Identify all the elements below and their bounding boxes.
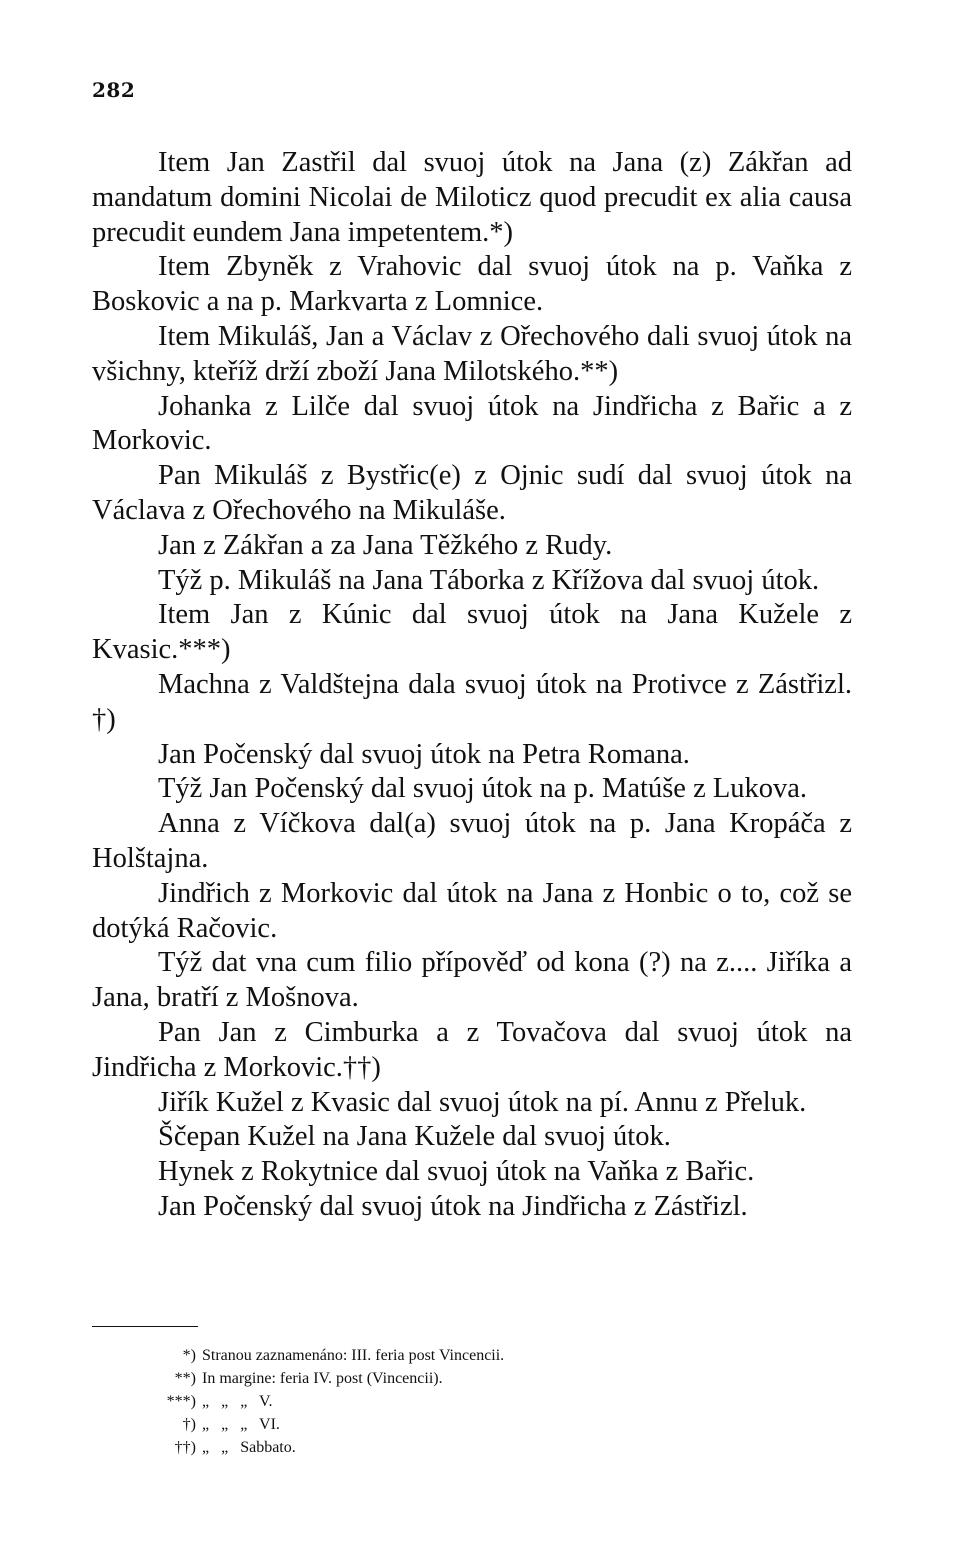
entry-paragraph: Jindřich z Morkovic dal útok na Jana z Honbic o to, což se dotýká Račovic. [92, 877, 852, 944]
footnote-mark: ††) [174, 1439, 196, 1456]
footnote [136, 1436, 504, 1459]
entry-paragraph: Johanka z Lilče dal svuoj útok na Jindřicha z Bařic a z Morkovic. [92, 390, 852, 457]
footnote [136, 1413, 504, 1436]
entry-paragraph: Pan Jan z Cimburka a z Tovačova dal svuoj útok na Jindřicha z Morkovic.††) [92, 1016, 852, 1083]
footnote [136, 1367, 504, 1390]
footnote-text: „ „ Sabbato. [202, 1439, 296, 1456]
footnote-mark: *) [182, 1347, 196, 1364]
footnote-text: „ „ „ V. [202, 1393, 273, 1410]
entry-paragraph: Hynek z Rokytnice dal svuoj útok na Vaňka z Bařic. [158, 1156, 755, 1188]
footnote-text: Stranou zaznamenáno: III. feria post Vincencii. [202, 1347, 505, 1364]
entry-paragraph: Item Mikuláš, Jan a Václav z Ořechového dali svuoj útok na všichny, kteříž drží zboží Jana Milotského.**) [92, 320, 852, 387]
entry-paragraph: Item Zbyněk z Vrahovic dal svuoj útok na p. Vaňka z Boskovic a na p. Markvarta z Lomnice. [92, 251, 852, 318]
entry-paragraph: Týž dat vna cum filio přípověď od kona (?) na z.... Jiříka a Jana, bratří z Mošnova. [92, 947, 852, 1014]
main-text [92, 146, 852, 1225]
entry-paragraph: Jan Počenský dal svuoj útok na Jindřicha z Zástřizl. [158, 1190, 748, 1222]
footnotes [136, 1344, 504, 1459]
footnote-mark: **) [174, 1370, 196, 1387]
entry-paragraph: Item Jan Zastřil dal svuoj útok na Jana (z) Zákřan ad mandatum domini Nicolai de Miloticz quod precudit ex alia causa precudit eundem Jana impetentem.*) [92, 147, 852, 248]
footnote [136, 1390, 504, 1413]
entry-paragraph: Ščepan Kužel na Jana Kužele dal svuoj útok. [158, 1121, 671, 1153]
entry-paragraph: Pan Mikuláš z Bystřic(e) z Ojnic sudí dal svuoj útok na Václava z Ořechového na Mikuláše. [92, 460, 852, 526]
footnote-divider [92, 1326, 198, 1327]
footnote-mark: ***) [166, 1393, 196, 1410]
footnote-text: In margine: feria IV. post (Vincencii). [202, 1370, 443, 1387]
entry-paragraph: Anna z Víčkova dal(a) svuoj útok na p. Jana Kropáča z Holštajna. [92, 808, 852, 874]
footnote-mark: †) [182, 1416, 196, 1433]
entry-paragraph: Týž Jan Počenský dal svuoj útok na p. Matúše z Lukova. [158, 773, 808, 805]
entry-paragraph: Jiřík Kužel z Kvasic dal svuoj útok na pí. Annu z Přeluk. [158, 1086, 807, 1118]
footnote [136, 1344, 504, 1367]
entry-paragraph: Týž p. Mikuláš na Jana Táborka z Křížova dal svuoj útok. [158, 564, 820, 596]
entry-paragraph: Jan Počenský dal svuoj útok na Petra Romana. [158, 738, 690, 770]
footnote-text: „ „ „ VI. [202, 1416, 280, 1433]
page-number: 282 [92, 78, 136, 102]
entry-paragraph: Machna z Valdštejna dala svuoj útok na Protivce z Zástřizl. †) [92, 668, 852, 735]
entry-paragraph: Item Jan z Kúnic dal svuoj útok na Jana Kužele z Kvasic.***) [92, 599, 852, 666]
entry-paragraph: Jan z Zákřan a za Jana Těžkého z Rudy. [158, 529, 613, 561]
